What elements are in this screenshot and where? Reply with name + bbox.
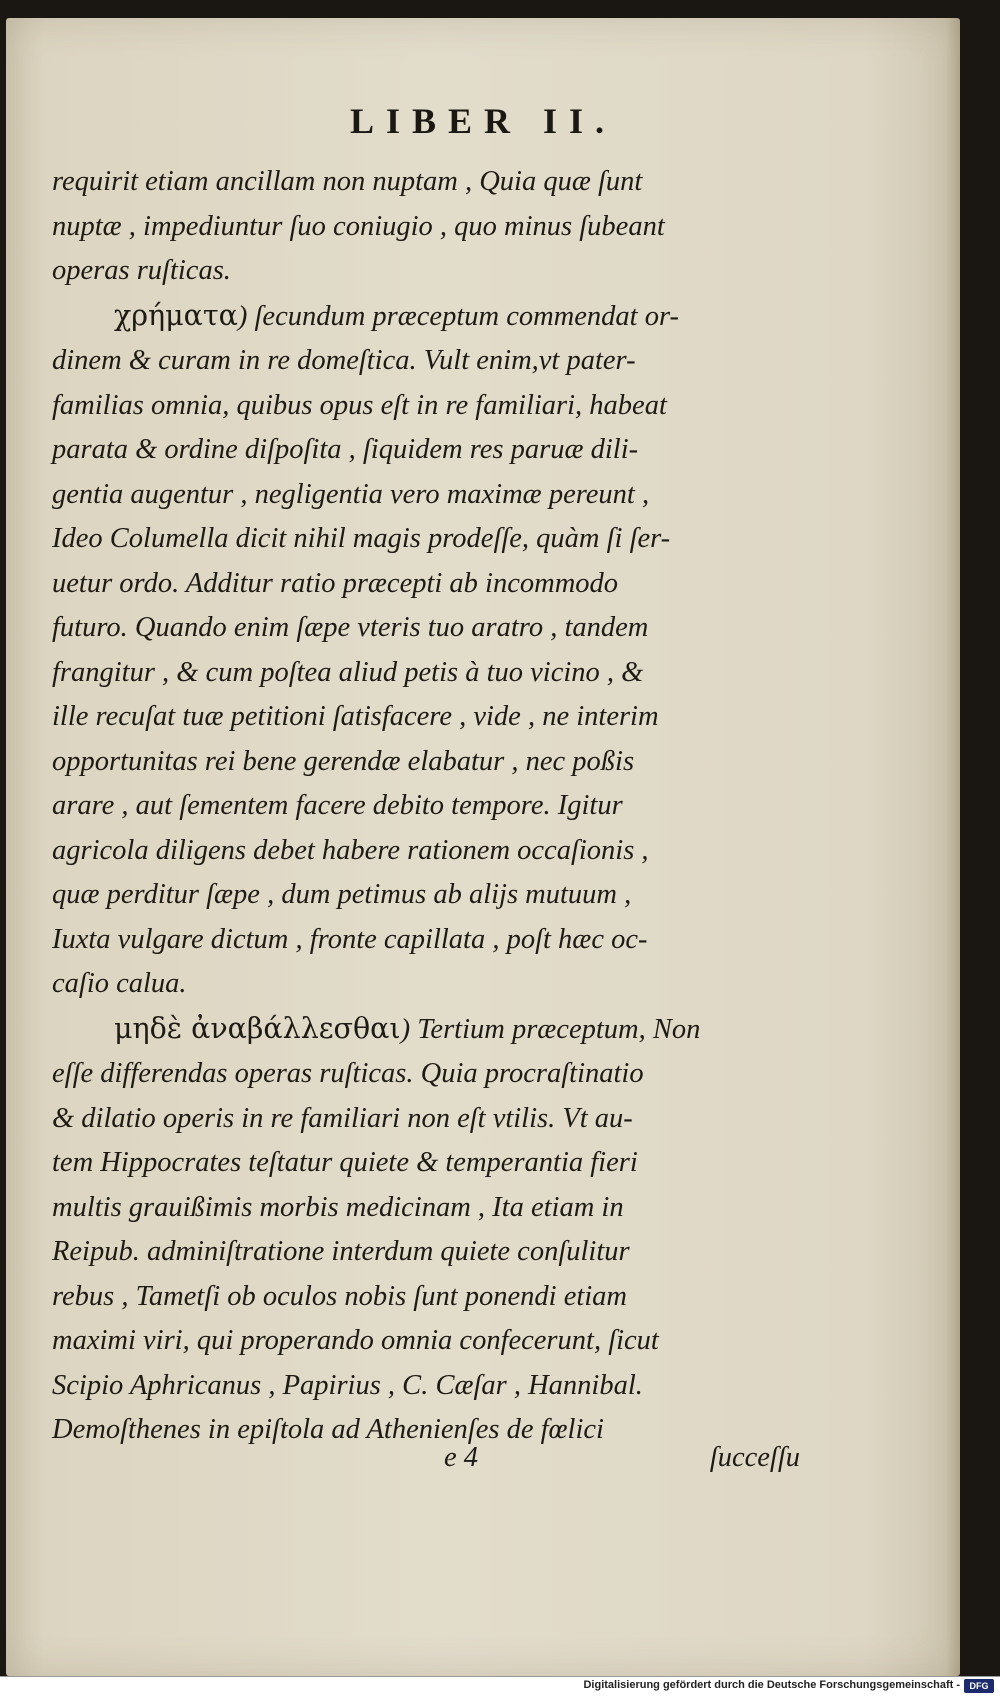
page-edge-shadow bbox=[946, 18, 960, 1676]
text-line bbox=[52, 918, 800, 963]
text-line bbox=[52, 205, 800, 250]
line-text: nuptæ , impediuntur ſuo coniugio , quo minus ſubeant bbox=[52, 210, 665, 242]
text-line bbox=[52, 1364, 800, 1409]
line-text: operas ruſticas. bbox=[52, 255, 231, 286]
line-text: caſio calua. bbox=[52, 968, 187, 999]
catchword: ſucceſſu bbox=[709, 1442, 800, 1473]
line-text: multis grauißimis morbis medicinam , Ita etiam in bbox=[52, 1191, 624, 1223]
text-line bbox=[52, 784, 800, 829]
line-text: & dilatio operis in re familiari non eſt vtilis. Vt au- bbox=[52, 1102, 633, 1134]
line-text: Demoſthenes in epiſtola ad Athenienſes de fœlici bbox=[52, 1414, 604, 1445]
text-line bbox=[52, 829, 800, 874]
greek-lemma: μηδὲ ἀναβάλλεσθαι bbox=[114, 1011, 401, 1045]
text-line bbox=[52, 651, 800, 696]
line-text: rebus , Tametſi ob oculos nobis ſunt ponendi etiam bbox=[52, 1280, 628, 1312]
line-text: uetur ordo. Additur ratio præcepti ab incommodo bbox=[52, 567, 619, 599]
line-text: frangitur , & cum poſtea aliud petis à tuo vicino , & bbox=[52, 656, 644, 688]
text-line bbox=[52, 1186, 800, 1231]
text-line bbox=[52, 606, 800, 651]
text-line bbox=[52, 562, 800, 607]
funding-footer bbox=[0, 1676, 1000, 1697]
line-text: futuro. Quando enim ſæpe vteris tuo aratro , tandem bbox=[52, 612, 649, 643]
text-line bbox=[52, 1007, 800, 1053]
greek-lemma: χρήματα bbox=[114, 298, 238, 332]
line-text: gentia augentur , negligentia vero maximæ pereunt , bbox=[52, 478, 650, 510]
line-text: eſſe differendas operas ruſticas. Quia procraſtinatio bbox=[52, 1058, 644, 1089]
line-text: Ideo Columella dicit nihil magis prodeſſe, quàm ſi ſer- bbox=[52, 523, 671, 554]
text-line bbox=[52, 962, 800, 1007]
line-text: quæ perditur ſæpe , dum petimus ab alijs mutuum , bbox=[52, 879, 632, 910]
text-line bbox=[52, 428, 800, 473]
line-text: parata & ordine diſpoſita , ſiquidem res paruæ dili- bbox=[52, 434, 639, 465]
text-line bbox=[52, 1141, 800, 1186]
page-footer-line bbox=[52, 1442, 800, 1490]
text-line bbox=[52, 473, 800, 518]
line-text: tem Hippocrates teſtatur quiete & temperantia fieri bbox=[52, 1147, 638, 1178]
text-line bbox=[52, 294, 800, 340]
line-text: arare , aut ſementem facere debito tempore. Igitur bbox=[52, 790, 623, 821]
body-text bbox=[52, 160, 800, 1453]
text-line bbox=[52, 873, 800, 918]
line-text: ille recuſat tuæ petitioni ſatisfacere , vide , ne interim bbox=[52, 701, 659, 732]
line-text: agricola diligens debet habere rationem occaſionis , bbox=[52, 834, 649, 866]
text-line bbox=[52, 339, 800, 384]
text-line bbox=[52, 1097, 800, 1142]
line-text: maximi viri, qui properando omnia confecerunt, ſicut bbox=[52, 1325, 659, 1356]
line-text: Iuxta vulgare dictum , fronte capillata , poſt hæc oc- bbox=[52, 923, 648, 955]
line-text: ) Tertium præceptum, Non bbox=[400, 1013, 701, 1045]
line-text: Scipio Aphricanus , Papirius , C. Cæſar , Hannibal. bbox=[52, 1369, 643, 1401]
text-line bbox=[52, 740, 800, 785]
text-line bbox=[52, 249, 800, 294]
running-head: LIBER II. bbox=[349, 101, 617, 141]
line-text: familias omnia, quibus opus eſt in re familiari, habeat bbox=[52, 389, 667, 421]
line-text: opportunitas rei bene gerendæ elabatur , nec poßis bbox=[52, 745, 635, 777]
text-line bbox=[52, 1230, 800, 1275]
text-line bbox=[52, 1052, 800, 1097]
line-text: Reipub. adminiſtratione interdum quiete conſulitur bbox=[52, 1236, 630, 1267]
text-line bbox=[52, 160, 800, 205]
text-line bbox=[52, 1319, 800, 1364]
text-line bbox=[52, 695, 800, 740]
text-line bbox=[52, 384, 800, 429]
text-line bbox=[52, 1275, 800, 1320]
line-text: dinem & curam in re domeſtica. Vult enim,vt pater- bbox=[52, 345, 636, 376]
line-text: requirit etiam ancillam non nuptam , Quia quæ ſunt bbox=[52, 166, 643, 197]
book-page bbox=[6, 18, 960, 1676]
line-text: ) ſecundum præceptum commendat or- bbox=[237, 300, 679, 332]
signature-mark: e 4 bbox=[444, 1442, 479, 1473]
funding-note: Digitalisierung gefördert durch die Deutsche Forschungsgemeinschaft - bbox=[583, 1679, 960, 1691]
text-line bbox=[52, 517, 800, 562]
dfg-logo: DFG bbox=[964, 1679, 994, 1693]
